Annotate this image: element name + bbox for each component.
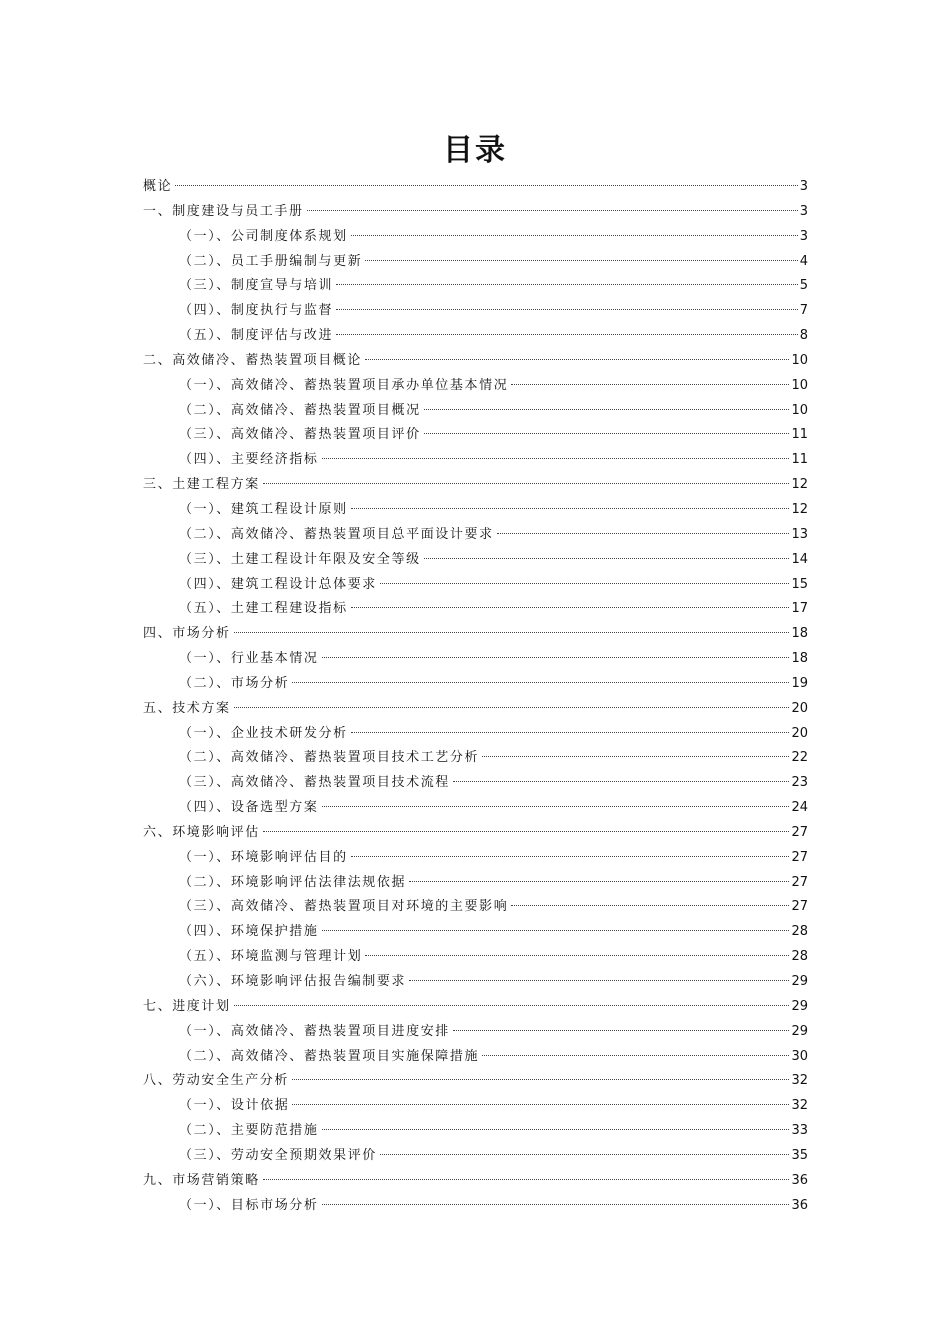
dot-leader bbox=[351, 732, 790, 733]
toc-entry[interactable] bbox=[143, 225, 808, 250]
toc-entry-text: （四）、环境保护措施 bbox=[179, 924, 319, 940]
toc-entry[interactable] bbox=[143, 672, 808, 697]
toc-entry[interactable] bbox=[143, 274, 808, 299]
dot-leader bbox=[336, 284, 798, 285]
toc-entry[interactable] bbox=[143, 920, 808, 945]
toc-entry[interactable] bbox=[143, 1144, 808, 1169]
dot-leader bbox=[424, 558, 790, 559]
toc-entry[interactable] bbox=[143, 1045, 808, 1070]
toc-entry[interactable] bbox=[143, 995, 808, 1020]
dot-leader bbox=[292, 1079, 789, 1080]
dot-leader bbox=[336, 334, 798, 335]
dot-leader bbox=[322, 930, 790, 931]
toc-entry[interactable] bbox=[143, 771, 808, 796]
toc-entry[interactable] bbox=[143, 573, 808, 598]
toc-page-number: 32 bbox=[791, 1098, 808, 1114]
toc-page-number: 22 bbox=[791, 750, 808, 766]
toc-entry-text: 一、制度建设与员工手册 bbox=[143, 203, 304, 219]
dot-leader bbox=[292, 1104, 789, 1105]
toc-entry[interactable] bbox=[143, 1169, 808, 1194]
dot-leader bbox=[307, 210, 798, 211]
toc-page-number: 24 bbox=[791, 800, 808, 816]
toc-entry[interactable] bbox=[143, 473, 808, 498]
dot-leader bbox=[424, 409, 790, 410]
toc-entry[interactable] bbox=[143, 324, 808, 349]
dot-leader bbox=[409, 881, 789, 882]
toc-page-number: 36 bbox=[791, 1172, 808, 1188]
toc-entry-text: （二）、主要防范措施 bbox=[179, 1123, 319, 1139]
toc-entry-text: （一）、企业技术研发分析 bbox=[179, 725, 348, 741]
toc-page-number: 8 bbox=[799, 328, 808, 344]
toc-entry-text: 四、市场分析 bbox=[143, 626, 231, 642]
toc-entry[interactable] bbox=[143, 423, 808, 448]
toc-entry[interactable] bbox=[143, 895, 808, 920]
toc-entry[interactable] bbox=[143, 697, 808, 722]
dot-leader bbox=[351, 607, 790, 608]
toc-page-number: 20 bbox=[791, 700, 808, 716]
toc-entry-text: （三）、土建工程设计年限及安全等级 bbox=[179, 551, 421, 567]
dot-leader bbox=[322, 1204, 790, 1205]
toc-entry[interactable] bbox=[143, 1119, 808, 1144]
toc-entry[interactable] bbox=[143, 597, 808, 622]
toc-entry-text: 八、劳动安全生产分析 bbox=[143, 1073, 290, 1089]
toc-entry-text: （一）、高效储冷、蓄热装置项目进度安排 bbox=[179, 1023, 450, 1039]
toc-entry-text: （四）、设备选型方案 bbox=[179, 800, 319, 816]
toc-entry-text: （一）、环境影响评估目的 bbox=[179, 849, 348, 865]
toc-page-number: 12 bbox=[791, 477, 808, 493]
toc-page-number: 27 bbox=[791, 824, 808, 840]
toc-entry-text: （二）、员工手册编制与更新 bbox=[179, 253, 363, 269]
toc-entry[interactable] bbox=[143, 622, 808, 647]
dot-leader bbox=[365, 359, 789, 360]
toc-entry[interactable] bbox=[143, 871, 808, 896]
toc-entry-text: （四）、制度执行与监督 bbox=[179, 303, 334, 319]
toc-page-number: 18 bbox=[791, 651, 808, 667]
toc-entry-text: 概论 bbox=[143, 179, 173, 194]
dot-leader bbox=[453, 1030, 790, 1031]
toc-entry-text: 六、环境影响评估 bbox=[143, 824, 260, 840]
toc-entry[interactable] bbox=[143, 796, 808, 821]
toc-entry-text: （一）、行业基本情况 bbox=[179, 651, 319, 667]
toc-entry-text: （一）、建筑工程设计原则 bbox=[179, 501, 348, 517]
toc-entry[interactable] bbox=[143, 647, 808, 672]
toc-entry[interactable] bbox=[143, 399, 808, 424]
toc-page-number: 3 bbox=[799, 228, 808, 244]
toc-entry[interactable] bbox=[143, 548, 808, 573]
toc-entry-text: （五）、制度评估与改进 bbox=[179, 328, 334, 344]
toc-entry-text: （二）、高效储冷、蓄热装置项目概况 bbox=[179, 402, 421, 418]
toc-page-number: 33 bbox=[791, 1123, 808, 1139]
dot-leader bbox=[453, 781, 790, 782]
toc-entry[interactable] bbox=[143, 498, 808, 523]
toc-entry-text: （六）、环境影响评估报告编制要求 bbox=[179, 974, 407, 989]
dot-leader bbox=[263, 1179, 790, 1180]
dot-leader bbox=[380, 1154, 790, 1155]
toc-page-number: 3 bbox=[799, 179, 808, 194]
toc-page-number: 14 bbox=[791, 551, 808, 567]
toc-entry-text: 二、高效储冷、蓄热装置项目概论 bbox=[143, 352, 363, 368]
toc-entry-text: （五）、土建工程建设指标 bbox=[179, 601, 348, 617]
toc-entry-text: （二）、高效储冷、蓄热装置项目技术工艺分析 bbox=[179, 750, 480, 766]
dot-leader bbox=[409, 980, 789, 981]
dot-leader bbox=[336, 309, 798, 310]
toc-entry[interactable] bbox=[143, 448, 808, 473]
toc-page-number: 20 bbox=[791, 725, 808, 741]
dot-leader bbox=[263, 483, 790, 484]
toc-page-number: 10 bbox=[791, 377, 808, 393]
toc-entry-text: （一）、公司制度体系规划 bbox=[179, 228, 348, 244]
toc-entry[interactable] bbox=[143, 746, 808, 771]
toc-entry[interactable] bbox=[143, 299, 808, 324]
toc-page-number: 18 bbox=[791, 626, 808, 642]
toc-entry-text: （二）、高效储冷、蓄热装置项目实施保障措施 bbox=[179, 1048, 480, 1064]
dot-leader bbox=[511, 384, 789, 385]
toc-title: 目录 bbox=[443, 133, 507, 168]
toc-entry-text: （一）、目标市场分析 bbox=[179, 1197, 319, 1213]
toc-page-number: 5 bbox=[799, 278, 808, 294]
toc-page-number: 27 bbox=[791, 899, 808, 915]
toc-entry[interactable] bbox=[143, 945, 808, 970]
toc-page-number: 17 bbox=[791, 601, 808, 617]
toc-entry[interactable] bbox=[143, 1020, 808, 1045]
toc-entry[interactable] bbox=[143, 846, 808, 871]
toc-page-number: 4 bbox=[799, 253, 808, 269]
dot-leader bbox=[322, 1129, 790, 1130]
toc-entry[interactable] bbox=[143, 175, 808, 200]
toc-entry-text: （二）、环境影响评估法律法规依据 bbox=[179, 874, 407, 890]
toc-entry-text: （四）、主要经济指标 bbox=[179, 452, 319, 468]
dot-leader bbox=[424, 433, 790, 434]
toc-page-number: 29 bbox=[791, 998, 808, 1014]
toc-entry[interactable] bbox=[143, 970, 808, 995]
toc-entry-text: 三、土建工程方案 bbox=[143, 477, 260, 493]
dot-leader bbox=[234, 632, 790, 633]
dot-leader bbox=[351, 856, 790, 857]
dot-leader bbox=[365, 260, 797, 261]
toc-page-number: 7 bbox=[799, 303, 808, 319]
toc-entry-text: 五、技术方案 bbox=[143, 700, 231, 716]
toc-entry[interactable] bbox=[143, 1194, 808, 1219]
toc-page-number: 30 bbox=[791, 1048, 808, 1064]
dot-leader bbox=[482, 756, 789, 757]
dot-leader bbox=[234, 707, 790, 708]
dot-leader bbox=[234, 1005, 790, 1006]
toc-page-number: 29 bbox=[791, 1023, 808, 1039]
toc-entry-text: （一）、设计依据 bbox=[179, 1098, 290, 1114]
toc-page-number: 23 bbox=[791, 775, 808, 791]
dot-leader bbox=[175, 185, 798, 186]
toc-page-number: 3 bbox=[799, 203, 808, 219]
toc-entry[interactable] bbox=[143, 349, 808, 374]
toc-entry-text: （五）、环境监测与管理计划 bbox=[179, 949, 363, 965]
dot-leader bbox=[497, 533, 790, 534]
toc-entry[interactable] bbox=[143, 1069, 808, 1094]
toc-entry[interactable] bbox=[143, 722, 808, 747]
toc-entry[interactable] bbox=[143, 1094, 808, 1119]
toc-entry-text: （二）、高效储冷、蓄热装置项目总平面设计要求 bbox=[179, 526, 494, 542]
toc-entry-text: （三）、制度宣导与培训 bbox=[179, 278, 334, 294]
toc-page-number: 32 bbox=[791, 1073, 808, 1089]
dot-leader bbox=[292, 682, 789, 683]
toc-page-number: 12 bbox=[791, 501, 808, 517]
dot-leader bbox=[511, 905, 789, 906]
dot-leader bbox=[365, 955, 789, 956]
toc-list bbox=[143, 175, 808, 1218]
toc-entry[interactable] bbox=[143, 821, 808, 846]
toc-entry-text: （三）、高效储冷、蓄热装置项目评价 bbox=[179, 427, 421, 443]
toc-page-number: 15 bbox=[791, 576, 808, 592]
toc-entry[interactable] bbox=[143, 374, 808, 399]
toc-page-number: 28 bbox=[791, 924, 808, 940]
toc-entry-text: （三）、高效储冷、蓄热装置项目技术流程 bbox=[179, 775, 450, 791]
toc-entry-text: （一）、高效储冷、蓄热装置项目承办单位基本情况 bbox=[179, 377, 509, 393]
toc-entry[interactable] bbox=[143, 200, 808, 225]
toc-page-number: 13 bbox=[791, 526, 808, 542]
toc-entry[interactable] bbox=[143, 523, 808, 548]
toc-entry-text: （四）、建筑工程设计总体要求 bbox=[179, 576, 377, 592]
dot-leader bbox=[322, 657, 790, 658]
toc-page-number: 11 bbox=[791, 427, 808, 443]
dot-leader bbox=[380, 583, 790, 584]
dot-leader bbox=[351, 508, 790, 509]
toc-page-number: 11 bbox=[791, 452, 808, 468]
toc-page-number: 27 bbox=[791, 849, 808, 865]
dot-leader bbox=[322, 806, 790, 807]
toc-entry-text: （三）、劳动安全预期效果评价 bbox=[179, 1147, 377, 1163]
toc-entry-text: 七、进度计划 bbox=[143, 998, 231, 1014]
toc-page-number: 27 bbox=[791, 874, 808, 890]
toc-page-number: 10 bbox=[791, 352, 808, 368]
dot-leader bbox=[322, 458, 790, 459]
toc-page-number: 35 bbox=[791, 1147, 808, 1163]
toc-page-number: 29 bbox=[791, 974, 808, 989]
dot-leader bbox=[482, 1055, 789, 1056]
toc-page-number: 28 bbox=[791, 949, 808, 965]
toc-entry-text: （二）、市场分析 bbox=[179, 675, 290, 691]
dot-leader bbox=[351, 235, 798, 236]
toc-page-number: 36 bbox=[791, 1197, 808, 1213]
toc-entry-text: 九、市场营销策略 bbox=[143, 1172, 260, 1188]
toc-page-number: 19 bbox=[791, 675, 808, 691]
toc-entry[interactable] bbox=[143, 250, 808, 275]
toc-page-number: 10 bbox=[791, 402, 808, 418]
toc-entry-text: （三）、高效储冷、蓄热装置项目对环境的主要影响 bbox=[179, 899, 509, 915]
dot-leader bbox=[263, 831, 790, 832]
